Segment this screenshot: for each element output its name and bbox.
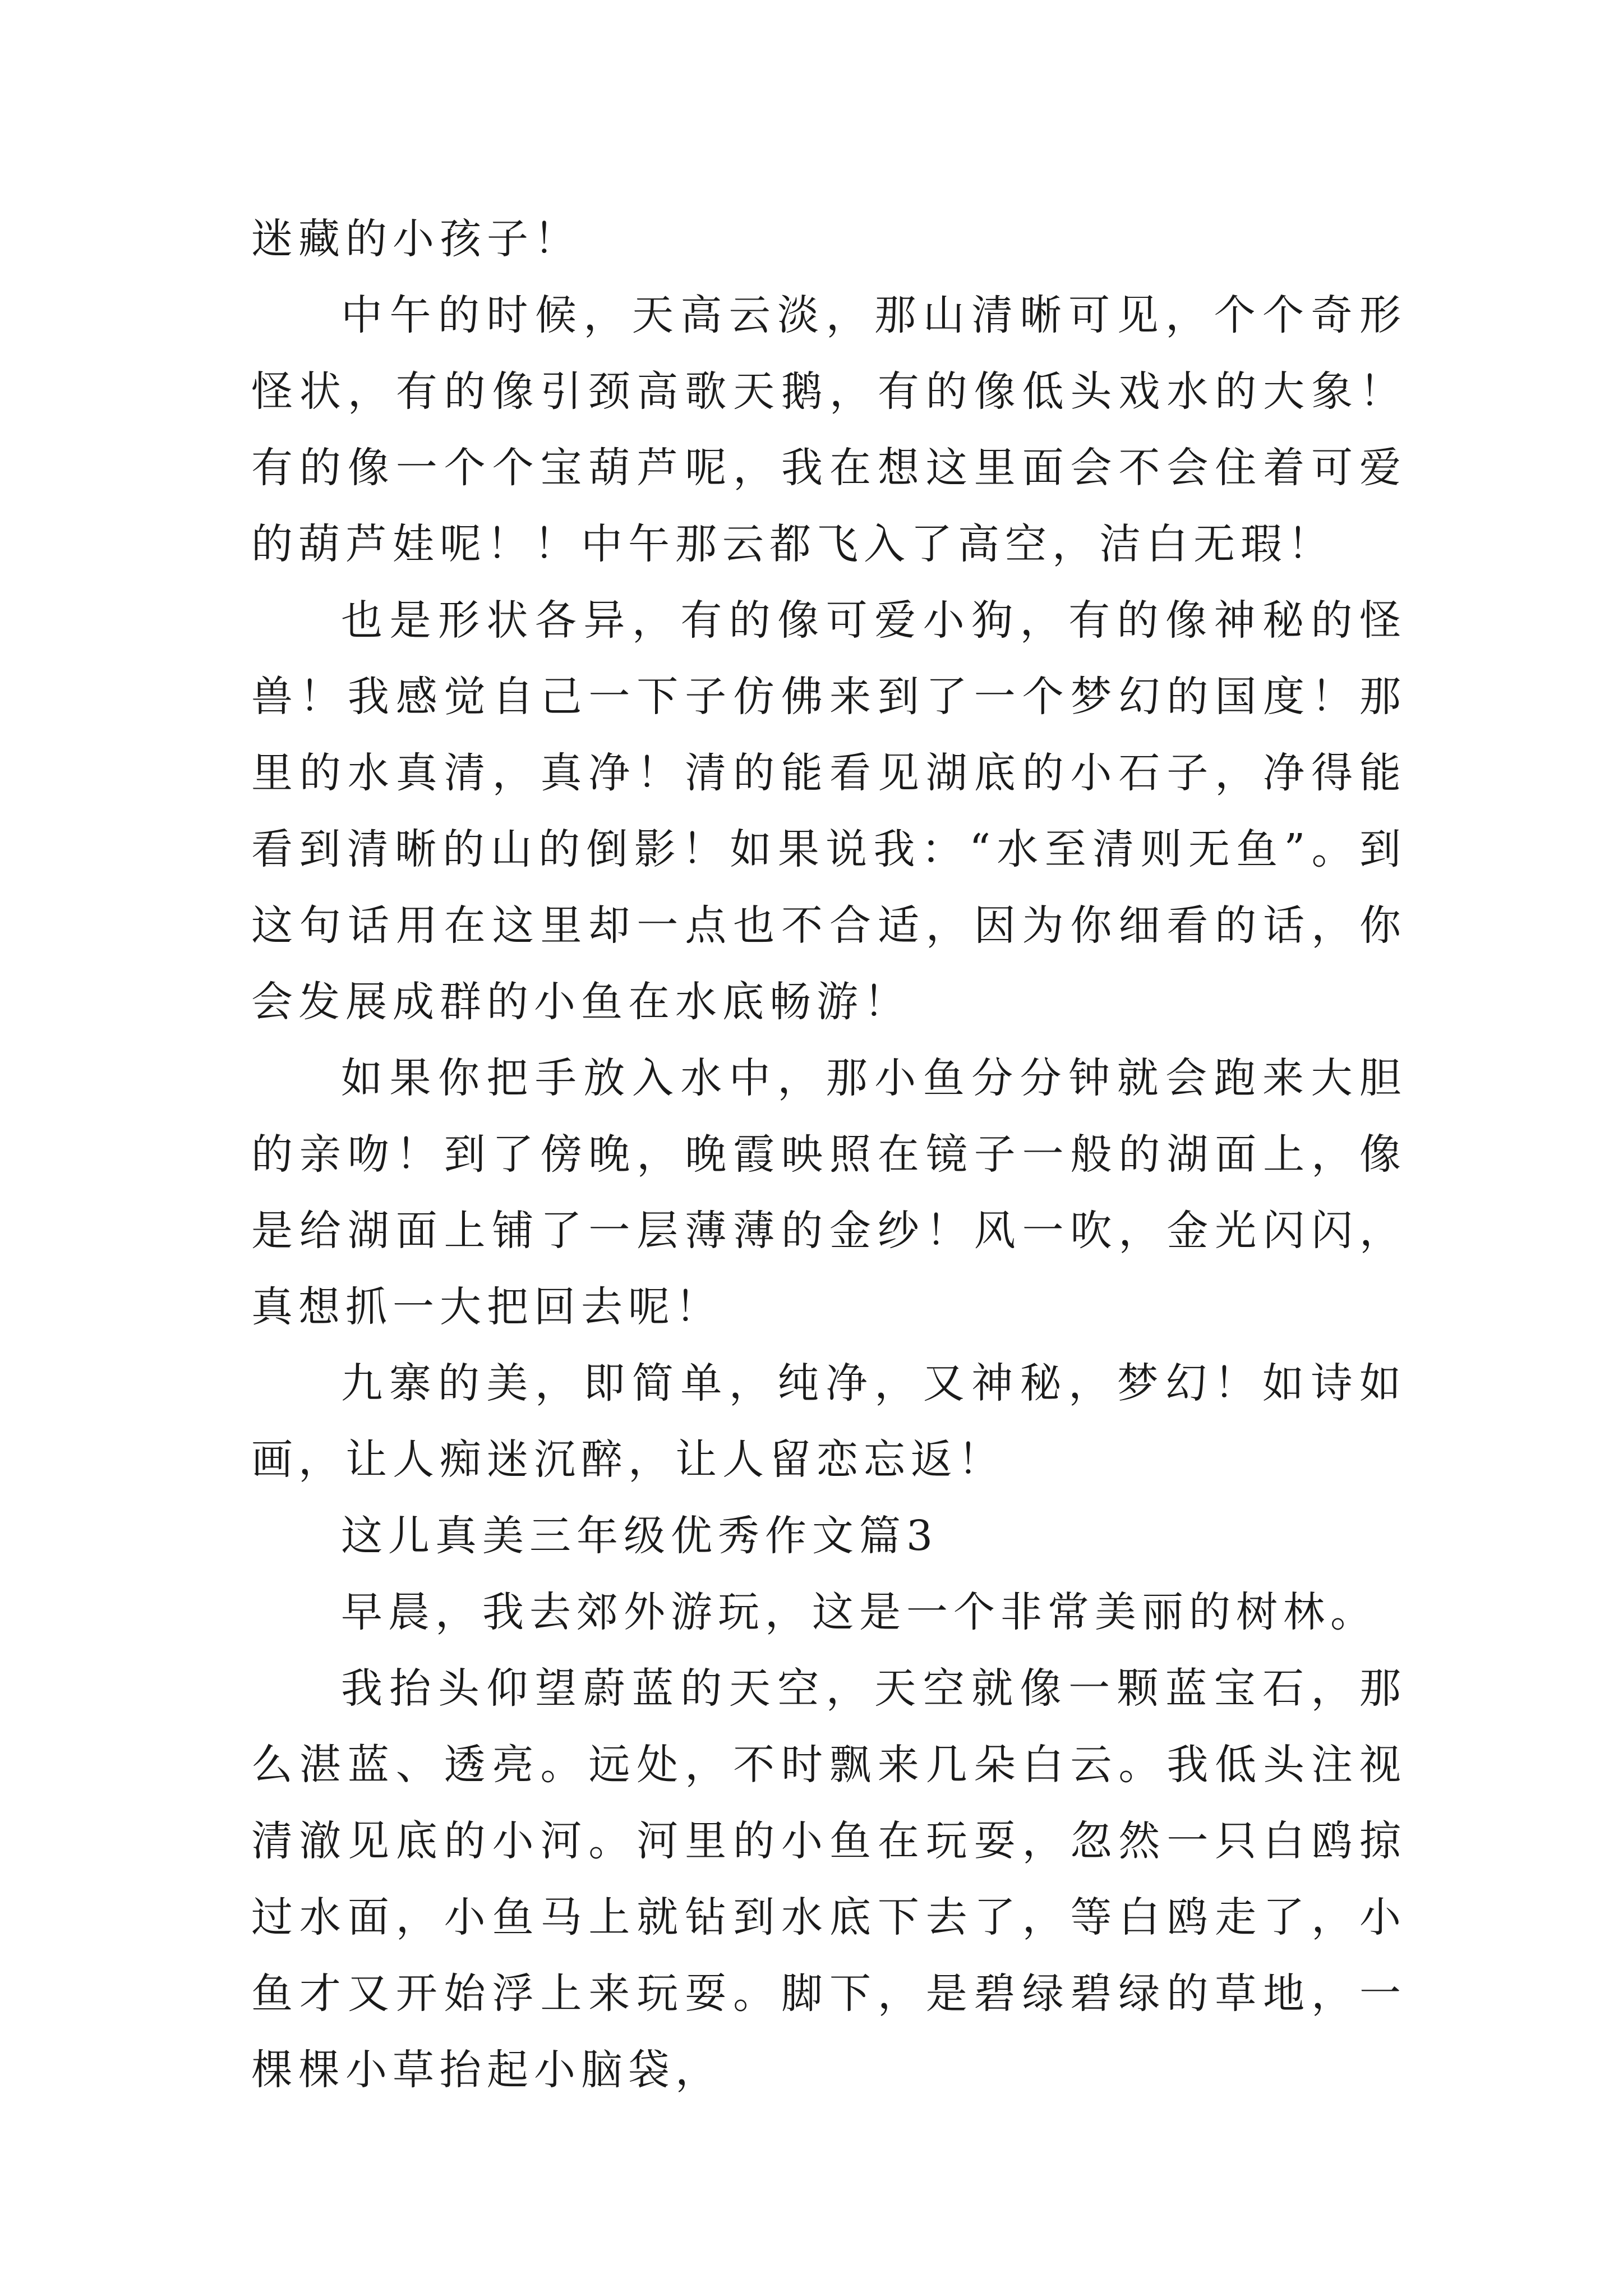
paragraph-8: 我抬头仰望蔚蓝的天空，天空就像一颗蓝宝石，那么湛蓝、透亮。远处，不时飘来几朵白云。我低头注视清澈见底的小河。河里的小鱼在玩耍，忽然一只白鸥掠过水面，小鱼马上就钻到水底下去了，等白鸥走了，小鱼才又开始浮上来玩耍。脚下，是碧绿碧绿的草地，一棵棵小草抬起小脑袋， <box>251 1664 1407 2094</box>
document-body <box>251 201 1407 2108</box>
section-heading: 这儿真美三年级优秀作文篇3 <box>341 1512 939 1560</box>
paragraph-7: 早晨，我去郊外游玩，这是一个非常美丽的树林。 <box>341 1588 1377 1636</box>
paragraph-1: 迷藏的小孩子！ <box>251 215 581 263</box>
paragraph-3: 也是形状各异，有的像可爱小狗，有的像神秘的怪兽！我感觉自己一下子仿佛来到了一个梦幻的国度！那里的水真清，真净！清的能看见湖底的小石子，净得能看到清晰的山的倒影！如果说我：“水至清则无鱼”。到这句话用在这里却一点也不合适，因为你细看的话，你会发展成群的小鱼在水底畅游！ <box>251 596 1407 1026</box>
paragraph-2: 中午的时候，天高云淡，那山清晰可见，个个奇形怪状，有的像引颈高歌天鹅，有的像低头戏水的大象！有的像一个个宝葫芦呢，我在想这里面会不会住着可爱的葫芦娃呢！！中午那云都飞入了高空，洁白无瑕！ <box>251 291 1407 568</box>
paragraph-4: 如果你把手放入水中，那小鱼分分钟就会跑来大胆的亲吻！到了傍晚，晚霞映照在镜子一般的湖面上，像是给湖面上铺了一层薄薄的金纱！风一吹，金光闪闪，真想抓一大把回去呢！ <box>251 1054 1407 1331</box>
paragraph-5: 九寨的美，即简单，纯净，又神秘，梦幻！如诗如画，让人痴迷沉醉，让人留恋忘返！ <box>251 1359 1407 1484</box>
